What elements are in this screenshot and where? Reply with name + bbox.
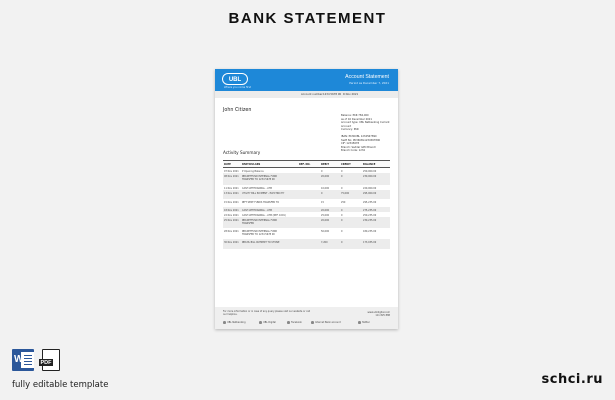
cell-debit: 20,000: [321, 218, 330, 222]
cell-debit: 0: [321, 191, 323, 195]
social-icon: [259, 321, 262, 324]
footer-link[interactable]: Twitter: [358, 321, 370, 324]
column-header: DATE: [224, 162, 231, 166]
cell-debit: 20,000: [321, 208, 330, 212]
cell-balance: 220,000.00: [363, 186, 377, 190]
cell-debit: 50,000: [321, 229, 330, 233]
cell-credit: 75,000: [341, 191, 350, 195]
footer-contact: [368, 311, 390, 317]
cell-balance: 275,235.00: [363, 208, 377, 212]
cell-credit: 0: [341, 213, 343, 217]
cell-particulars: IBB-NETFUND INTERNAL FUND TRANSFER: [242, 218, 278, 225]
footer-phone: 111 825 888: [375, 314, 390, 318]
social-icon: [311, 321, 314, 324]
cell-date: 18 Nov 2021: [224, 208, 239, 212]
table-row: [223, 239, 390, 249]
statement-period: Period as December 7, 2021: [349, 81, 389, 85]
social-icon: [358, 321, 361, 324]
statement-document: [215, 69, 398, 329]
word-icon: [12, 349, 34, 371]
cell-debit: 15: [321, 200, 324, 204]
info-line: Currency: PKR: [341, 128, 359, 132]
cell-debit: 20,000: [321, 174, 330, 178]
cell-particulars: CASH WITHDRAWAL - ATM: [242, 208, 272, 212]
column-header: PARTICULARS: [242, 162, 261, 166]
cell-credit: 0: [341, 208, 343, 212]
account-number-label: Account number:: [301, 93, 324, 96]
cell-debit: 0: [321, 169, 323, 173]
cell-balance: 180,235.00: [363, 229, 377, 233]
column-header: DEBIT: [321, 162, 329, 166]
file-formats: [12, 349, 66, 373]
cell-date: 15 Nov 2021: [224, 200, 239, 204]
cell-particulars: P Opening Balance: [242, 169, 264, 173]
table-row: [223, 228, 390, 239]
info-line: Balance: PKR 784,000: [341, 114, 369, 117]
cell-date: 25 Nov 2021: [224, 218, 239, 222]
cell-date: 08 Nov 2021: [224, 174, 239, 178]
table-body: [223, 168, 390, 249]
cell-date: 13 Nov 2021: [224, 191, 239, 195]
customer-name: John Citizen: [223, 108, 252, 113]
account-type: R Nov 2021: [343, 93, 359, 96]
footer-link[interactable]: Facebook: [287, 321, 302, 324]
cell-credit: 0: [341, 169, 343, 173]
info-line: Swift No: PK36UBL1234567890: [341, 138, 381, 142]
cell-particulars: IBB-NETFUND INTERNAL FUND TRANSFER TO 1234 5678 90: [242, 229, 278, 236]
statement-footer: [215, 307, 398, 329]
cell-debit: 25,000: [321, 213, 330, 217]
cell-balance: 295,000.00: [363, 191, 377, 195]
cell-date: 28 Nov 2021: [224, 229, 239, 233]
info-line: Account type: UBL Netbanking Current: [341, 121, 390, 125]
bank-logo: UBL: [222, 73, 248, 85]
table-row: [223, 190, 390, 199]
bank-logo-subtext: Where you come first: [224, 86, 251, 89]
transactions-table: [223, 160, 390, 249]
cell-particulars: IBFT SENT FUNDS TRANSFER TO: [242, 200, 280, 204]
cell-particulars: IBB-NETFUND INTERNAL FUND TRANSFER TO 1234 5678 90: [242, 174, 278, 181]
footer-note: For more information or in case of any query please visit our website or call our helpline.: [223, 310, 311, 317]
column-header: BALANCE: [363, 162, 376, 166]
cell-credit: 0: [341, 186, 343, 190]
table-row: [223, 173, 390, 185]
cell-debit: 10,000: [321, 186, 330, 190]
cell-credit: 250: [341, 200, 346, 204]
word-icon-letter: W: [14, 354, 24, 365]
cell-credit: 0: [341, 174, 343, 178]
brand-watermark: schci.ru: [541, 372, 603, 387]
info-line: Branch Code: 1234: [341, 149, 366, 153]
cell-particulars: CASH WITHDRAWAL - ATM (REF. 1001): [242, 213, 286, 217]
info-line: CIF: 12345678: [341, 142, 360, 146]
cell-balance: 250,235.00: [363, 213, 377, 217]
info-line: as of 16 December 2021: [341, 117, 372, 121]
table-header: [223, 160, 390, 168]
cell-credit: 0: [341, 229, 343, 233]
account-bar: [215, 91, 398, 98]
cell-particulars: CASH WITHDRAWAL - ATM: [242, 186, 272, 190]
statement-title: Account Statement: [345, 74, 389, 80]
cell-credit: 0: [341, 240, 343, 244]
footer-links: [223, 321, 390, 326]
column-header: REF. NO.: [299, 162, 311, 166]
tagline: fully editable template: [12, 380, 109, 390]
cell-balance: 173,035.00: [363, 240, 377, 244]
page-title: BANK STATEMENT: [228, 10, 387, 27]
cell-date: 30 Nov 2021: [224, 240, 239, 244]
footer-link[interactable]: UBL Netbanking: [223, 321, 246, 324]
cell-debit: 7,200: [321, 240, 328, 244]
account-number: 1234 5678 90: [323, 93, 342, 96]
cell-particulars: IBB-ML BILL PAYMENT TO UFONE: [242, 240, 280, 244]
cell-balance: 250,000.00: [363, 169, 377, 173]
pdf-icon-label: PDF: [40, 359, 52, 366]
social-icon: [287, 321, 290, 324]
cell-date: 22 Nov 2021: [224, 213, 239, 217]
pdf-icon: [42, 349, 60, 371]
column-header: CREDIT: [341, 162, 351, 166]
footer-website: www.ubldigital.com: [367, 311, 390, 314]
activity-summary-title: Activity Summary: [223, 150, 261, 155]
info-line: Branch: Saddar GPO Branch: [341, 145, 377, 149]
cell-date: 07 Nov 2021: [224, 169, 239, 173]
cell-date: 11 Nov 2021: [224, 186, 239, 190]
footer-link[interactable]: Internet Bank account: [311, 321, 341, 324]
info-line: IBAN: PK36UBL 1234567890: [341, 134, 377, 138]
statement-header: [215, 69, 398, 91]
footer-link[interactable]: UBL Digital: [259, 321, 276, 324]
account-info: [341, 114, 393, 153]
cell-balance: 230,235.00: [363, 218, 377, 222]
info-line: Account: [341, 124, 352, 128]
cell-balance: 295,235.00: [363, 200, 377, 204]
table-row: [223, 217, 390, 228]
cell-balance: 230,000.00: [363, 174, 377, 178]
social-icon: [223, 321, 226, 324]
cell-credit: 0: [341, 218, 343, 222]
cell-particulars: UTILITY BILL PAYMENT - ELECTRICITY: [242, 191, 285, 195]
table-row: [223, 199, 390, 207]
